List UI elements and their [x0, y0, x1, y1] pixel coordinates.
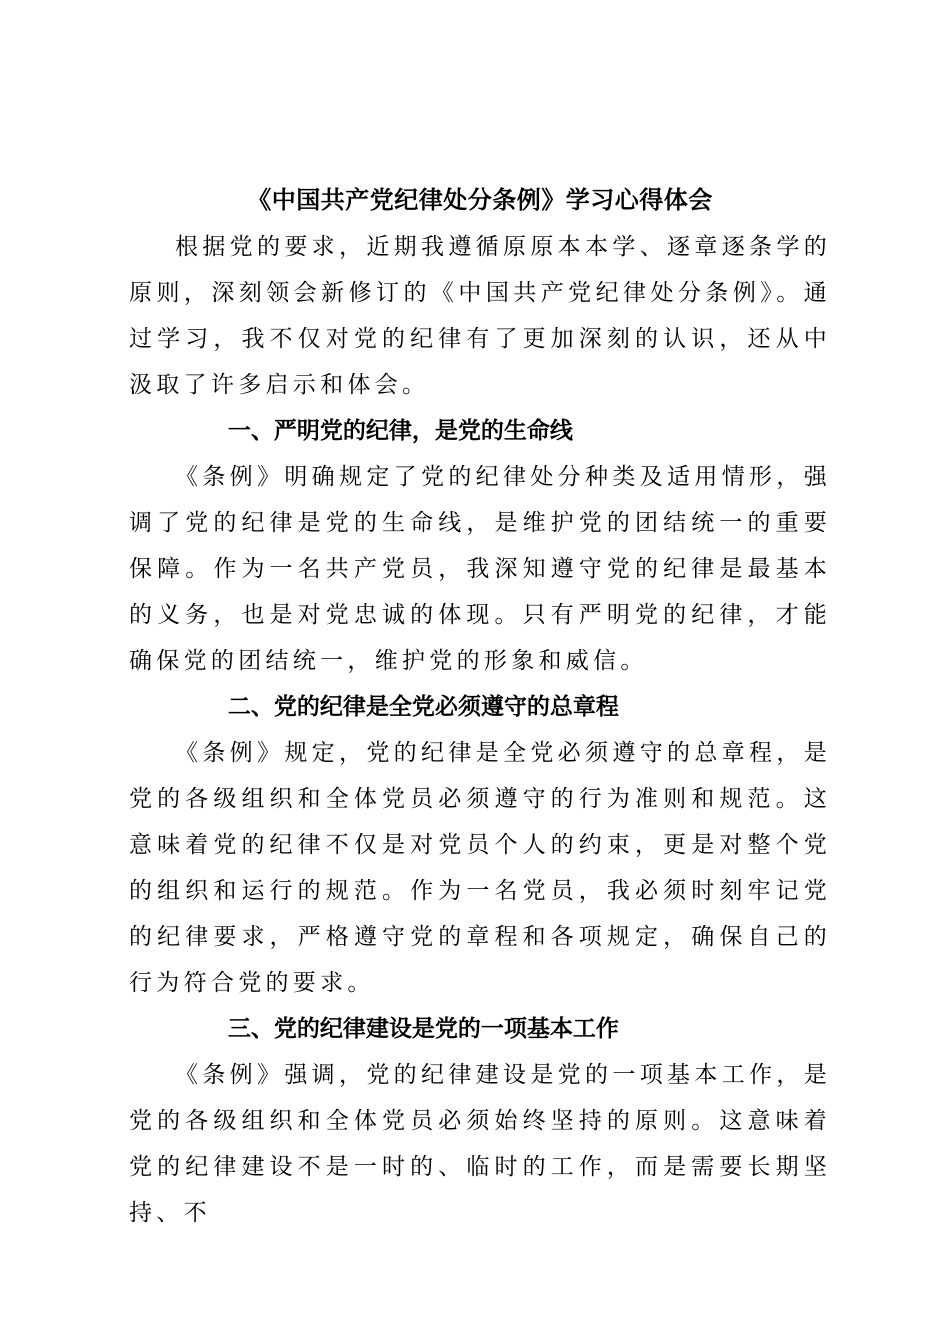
section-3-heading: 三、党的纪律建设是党的一项基本工作 [227, 1016, 619, 1042]
section-3-paragraph: 《条例》强调，党的纪律建设是党的一项基本工作，是党的各级组织和全体党员必须始终坚持的原则。这意味着党的纪律建设不是一时的、临时的工作，而是需要长期坚持、不 [129, 1062, 831, 1226]
section-2-paragraph: 《条例》规定，党的纪律是全党必须遵守的总章程，是党的各级组织和全体党员必须遵守的行为准则和规范。这意味着党的纪律不仅是对党员个人的约束，更是对整个党的组织和运行的规范。作为一名党员，我必须时刻牢记党的纪律要求，严格遵守党的章程和各项规定，确保自己的行为符合党的要求。 [129, 740, 831, 996]
section-1-heading: 一、严明党的纪律，是党的生命线 [227, 418, 573, 444]
document-title: 《中国共产党纪律处分条例》学习心得体会 [247, 185, 713, 214]
document-body [129, 176, 831, 1236]
section-1-paragraph: 《条例》明确规定了党的纪律处分种类及适用情形，强调了党的纪律是党的生命线，是维护党的团结统一的重要保障。作为一名共产党员，我深知遵守党的纪律是最基本的义务，也是对党忠诚的体现。只有严明党的纪律，才能确保党的团结统一，维护党的形象和威信。 [129, 464, 831, 674]
section-2-heading: 二、党的纪律是全党必须遵守的总章程 [227, 694, 619, 720]
intro-paragraph: 根据党的要求，近期我遵循原原本本学、逐章逐条学的原则，深刻领会新修订的《中国共产党纪律处分条例》。通过学习，我不仅对党的纪律有了更加深刻的认识，还从中汲取了许多启示和体会。 [129, 234, 831, 398]
